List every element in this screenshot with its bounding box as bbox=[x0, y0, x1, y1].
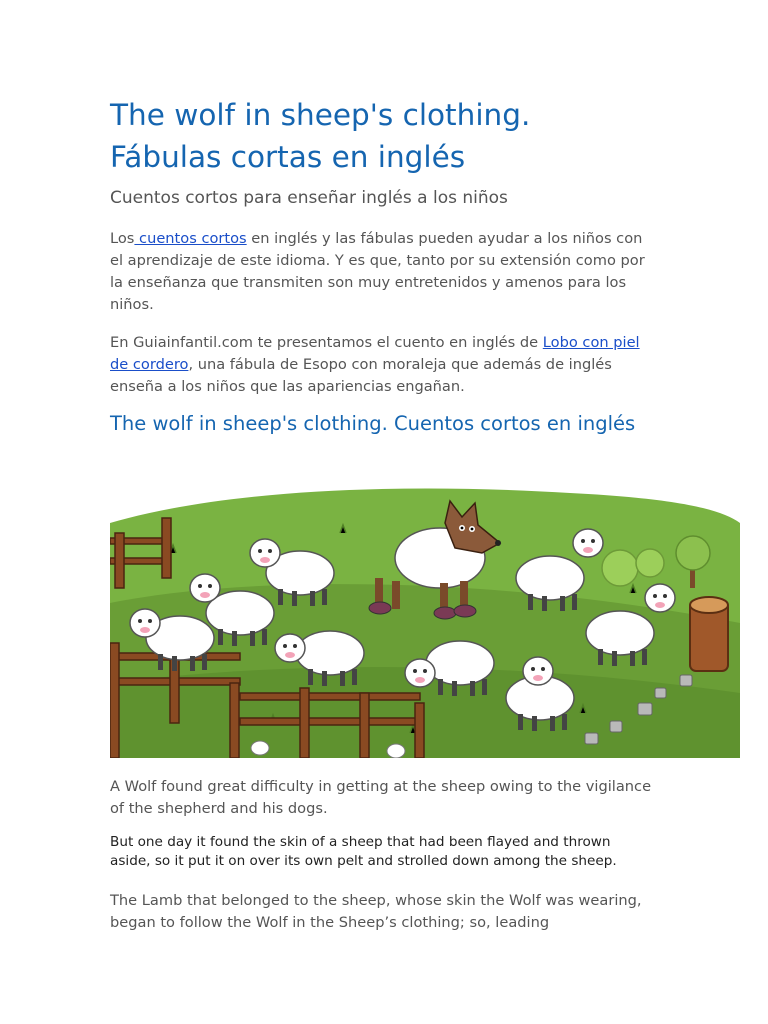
story-paragraph-2: But one day it found the skin of a sheep that had been flayed and thrown aside, so it put it on over its own pelt and strolled down among the sheep. bbox=[110, 834, 617, 869]
story-paragraph-3: The Lamb that belonged to the sheep, whose skin the Wolf was wearing, began to follow the Wolf in the Sheep’s clothing; so, leading bbox=[110, 892, 642, 931]
presentation-text-start: En Guiainfantil.com te presentamos el cuento en inglés de bbox=[110, 334, 543, 351]
intro-paragraph bbox=[110, 228, 655, 316]
section-heading: The wolf in sheep's clothing. Cuentos cortos en inglés bbox=[110, 412, 636, 435]
title-line-1: The wolf in sheep's clothing. bbox=[110, 98, 531, 132]
intro-text-end: en inglés y las fábulas pueden ayudar a los niños con el aprendizaje de este idioma. Y es que, tanto por su extensión como por la enseñanza que transmiten son muy entretenidos y amenos para los niños. bbox=[110, 230, 645, 313]
cuentos-cortos-link[interactable]: cuentos cortos bbox=[134, 230, 247, 247]
lobo-con-piel-link[interactable]: Lobo con piel de cordero bbox=[110, 334, 640, 373]
presentation-text-end: , una fábula de Esopo con moraleja que además de inglés enseña a los niños que las apariencias engañan. bbox=[110, 356, 612, 395]
wolf-sheep-illustration bbox=[110, 483, 740, 758]
title-line-2: Fábulas cortas en inglés bbox=[110, 140, 466, 174]
story-paragraph-1: A Wolf found great difficulty in getting at the sheep owing to the vigilance of the shepherd and his dogs. bbox=[110, 778, 652, 817]
article-subtitle: Cuentos cortos para enseñar inglés a los niños bbox=[110, 188, 508, 208]
article-title bbox=[110, 94, 670, 178]
intro-text-start: Los bbox=[110, 230, 135, 247]
presentation-paragraph bbox=[110, 332, 655, 398]
